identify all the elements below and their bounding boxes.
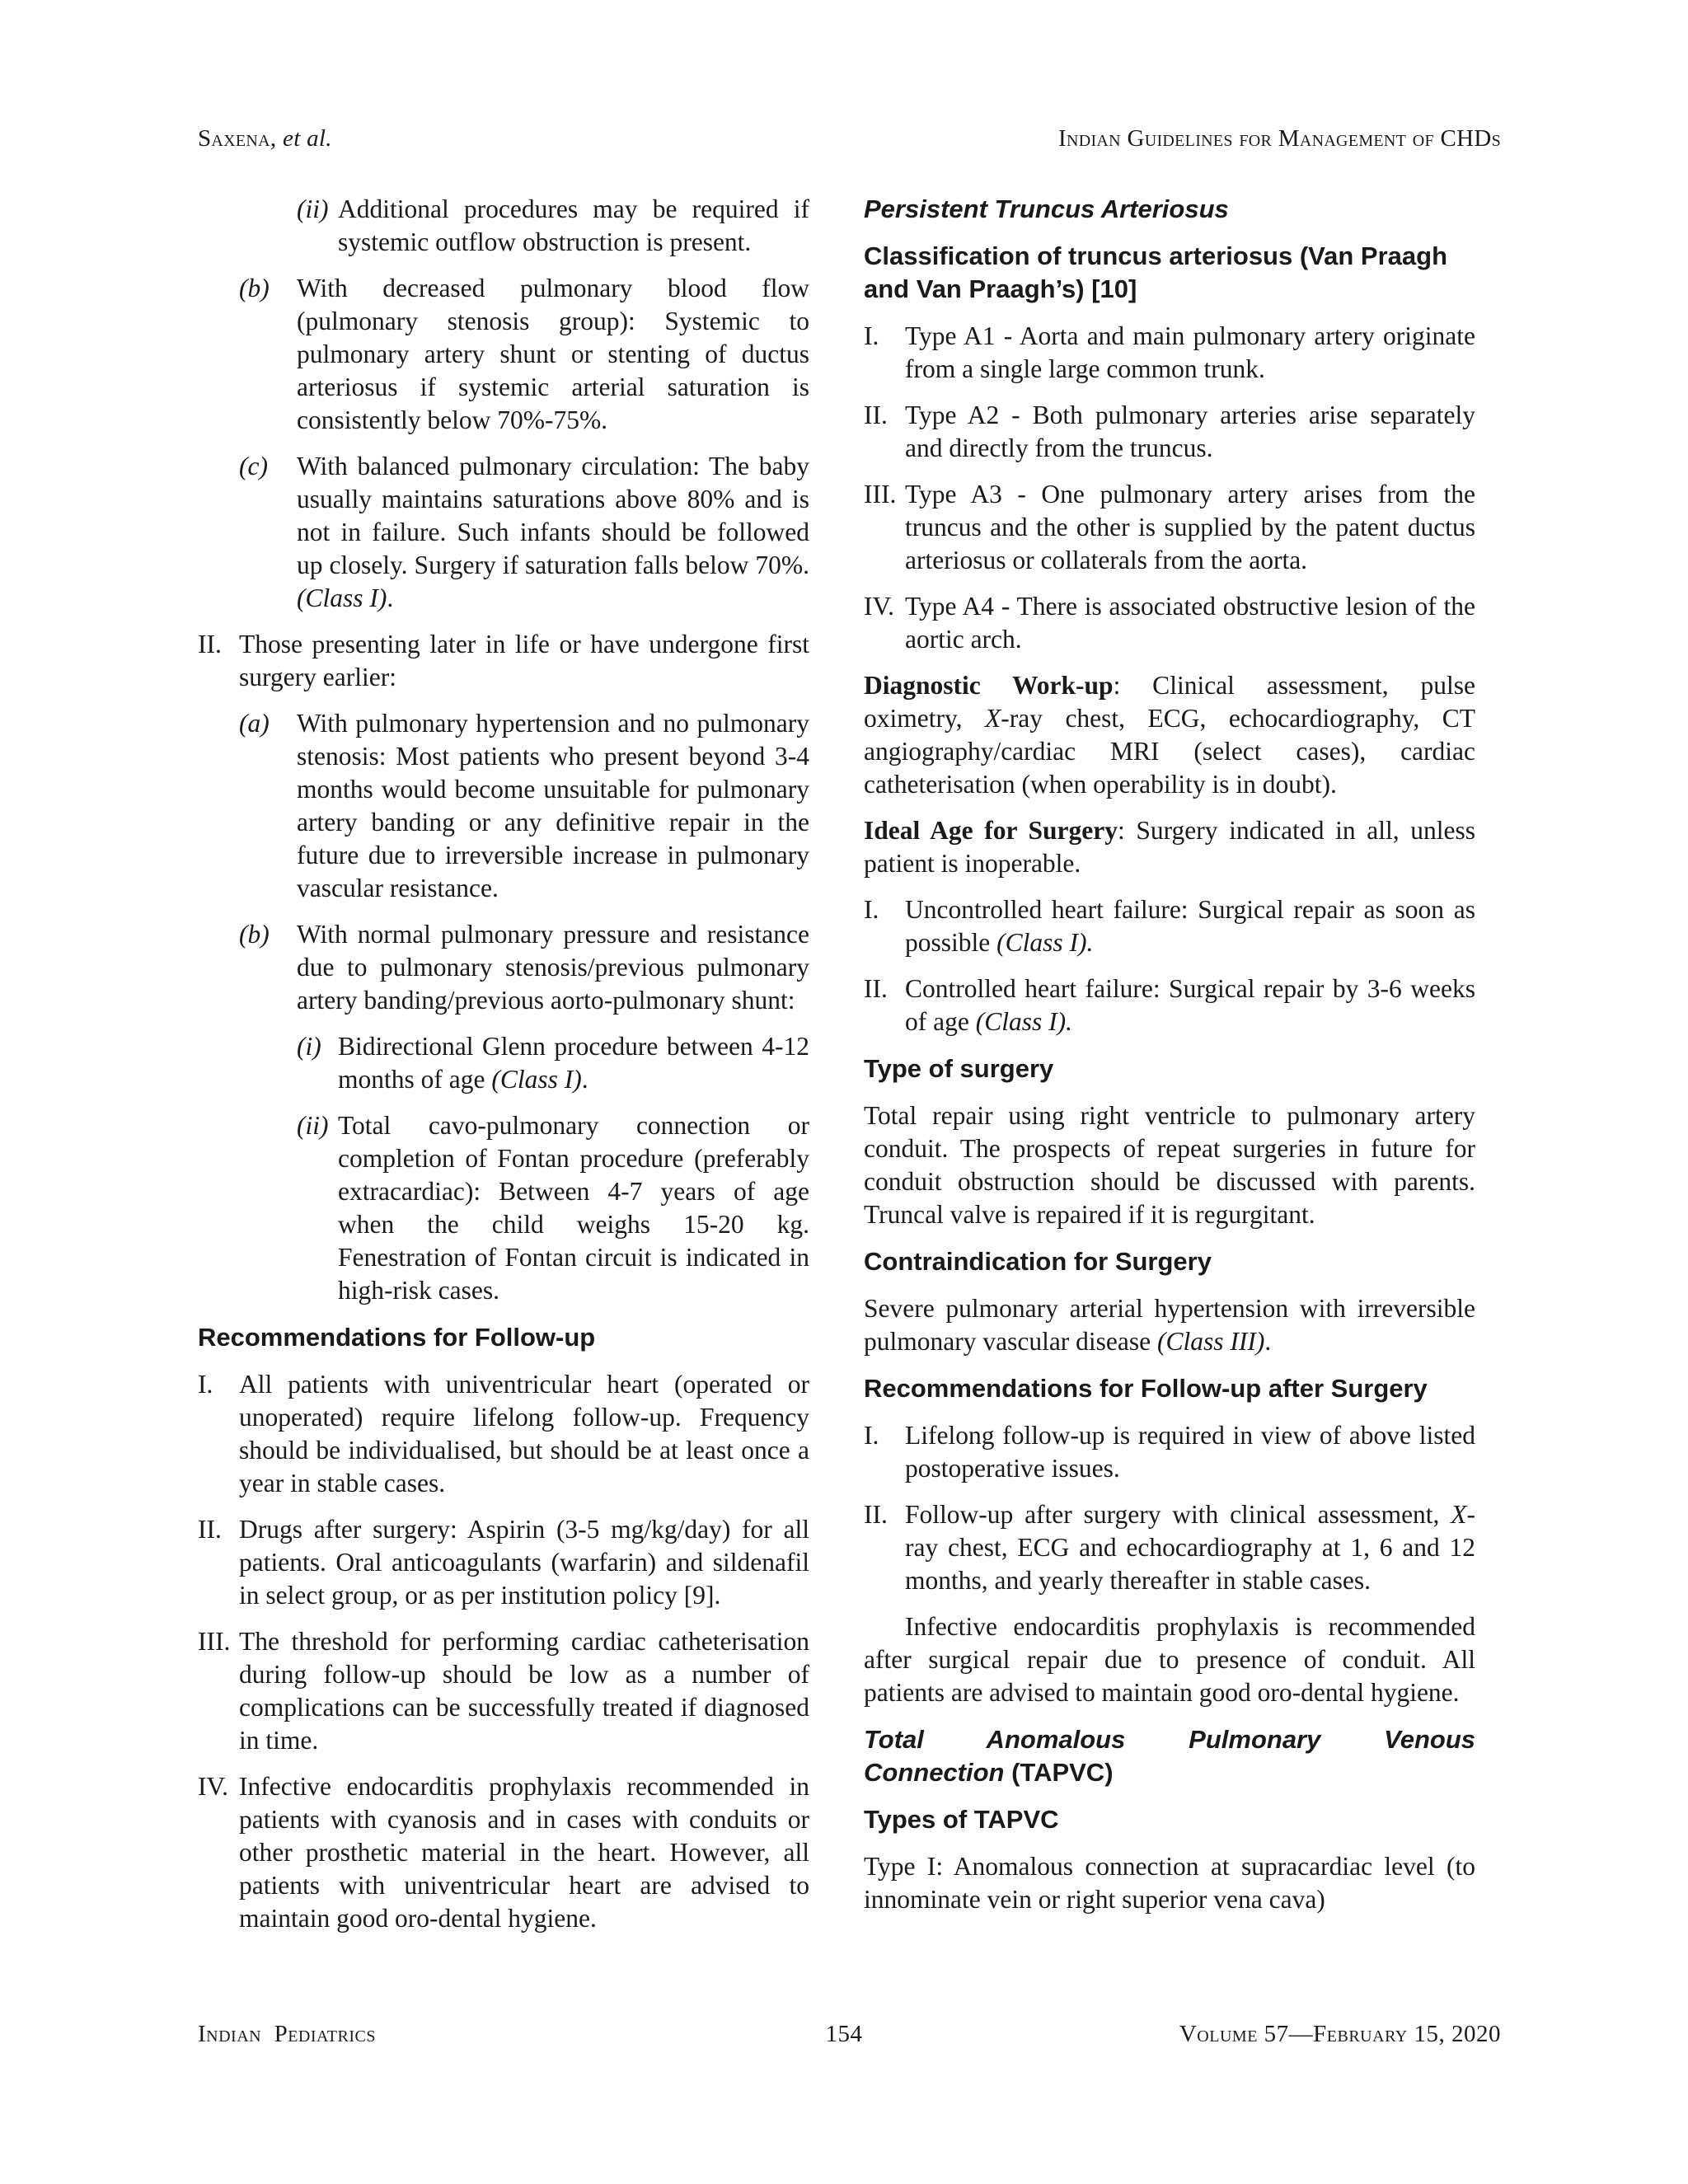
- running-header-title: Indian Guidelines for Management of CHDs: [1058, 125, 1501, 152]
- item-marker: (a): [239, 709, 270, 738]
- list-item: [198, 272, 809, 437]
- item-text: Drugs after surgery: Aspirin (3-5 mg/kg/day) for all patients. Oral anticoagulants (warfarin) and sildenafil in select group, or as per institution policy [9].: [239, 1515, 809, 1610]
- list-item: [864, 972, 1475, 1038]
- list-item: [198, 1770, 809, 1935]
- subsection-heading: Type of surgery: [864, 1054, 1054, 1083]
- item-text: Infective endocarditis prophylaxis recommended in patients with cyanosis and in cases with conduits or other prosthetic material in the heart. However, all patients with univentricular heart are advised to maintain good oro-dental hygiene.: [239, 1772, 809, 1933]
- list-item: [198, 628, 809, 694]
- section-heading-tapvc-line2: Connection (TAPVC): [864, 1758, 1114, 1787]
- item-text: The threshold for performing cardiac catheterisation during follow-up should be low as a number of complications can be successfully treated if diagnosed in time.: [239, 1627, 809, 1755]
- list-item: [864, 320, 1475, 386]
- section-heading-truncus: Persistent Truncus Arteriosus: [864, 194, 1229, 223]
- list-item: [864, 399, 1475, 465]
- subsection-heading: Types of TAPVC: [864, 1805, 1059, 1834]
- list-item: [198, 1109, 809, 1307]
- item-marker: (c): [239, 452, 268, 480]
- item-marker: (b): [239, 920, 270, 949]
- list-item: (i) Bidirectional Glenn procedure between 4-12 months of age (Class I).: [198, 1030, 809, 1096]
- item-marker: III.: [864, 480, 897, 509]
- item-text: With balanced pulmonary circulation: The baby usually maintains saturations above 80% and is not in failure. Such infants should be followed up closely. Surgery if saturation falls below 70%.: [297, 452, 809, 579]
- item-text: Type A3 - One pulmonary artery arises from the truncus and the other is supplied by the patent ductus arteriosus or collaterals from the aorta.: [905, 480, 1475, 574]
- subsection-heading: Contraindication for Surgery: [864, 1247, 1212, 1276]
- ideal-age-paragraph: Ideal Age for Surgery: Surgery indicated in all, unless patient is inoperable.: [864, 816, 1475, 878]
- item-text: With decreased pulmonary blood flow (pulmonary stenosis group): Systemic to pulmonary artery shunt or stenting of ductus arteriosus if systemic arterial saturation is consistently below 70%-75%.: [297, 274, 809, 434]
- item-text: Bidirectional Glenn procedure between 4-12 months of age: [338, 1032, 809, 1094]
- item-text: Type A2 - Both pulmonary arteries arise separately and directly from the truncus.: [905, 401, 1475, 462]
- item-text: Additional procedures may be required if systemic outflow obstruction is present.: [338, 194, 809, 256]
- footer-volume: Volume 57—February 15, 2020: [1179, 2021, 1501, 2047]
- body-paragraph: Type I: Anomalous connection at supracardiac level (to innominate vein or right superior vena cava): [864, 1852, 1475, 1914]
- item-text: Uncontrolled heart failure: Surgical repair as soon as possible: [905, 895, 1475, 957]
- body-paragraph: Total repair using right ventricle to pulmonary artery conduit. The prospects of repeat surgeries in future for conduit obstruction should be discussed with parents. Truncal valve is repaired if it is regurgitant.: [864, 1101, 1475, 1229]
- list-item: [198, 707, 809, 905]
- item-marker: III.: [198, 1627, 231, 1656]
- item-marker: IV.: [198, 1772, 229, 1801]
- right-column: [864, 193, 1475, 1916]
- evidence-class: (Class I).: [975, 1007, 1072, 1036]
- evidence-class: (Class I).: [996, 928, 1094, 957]
- item-text: Controlled heart failure: Surgical repair by 3-6 weeks of age: [905, 974, 1475, 1036]
- item-text: Those presenting later in life or have undergone first surgery earlier:: [239, 630, 809, 691]
- section-heading-tapvc-line1: Total Anomalous Pulmonary Venous: [864, 1725, 1475, 1754]
- item-marker: (i): [297, 1032, 321, 1061]
- item-text: Lifelong follow-up is required in view of above listed postoperative issues.: [905, 1421, 1475, 1483]
- run-in-label: Ideal Age for Surgery: [864, 816, 1118, 845]
- list-item: [864, 1419, 1475, 1485]
- evidence-class: (Class I): [491, 1065, 582, 1094]
- list-item: [198, 1513, 809, 1612]
- subsection-heading: Recommendations for Follow-up after Surgery: [864, 1374, 1428, 1403]
- evidence-class: (Class III): [1157, 1327, 1265, 1356]
- body-paragraph: Severe pulmonary arterial hypertension with irreversible pulmonary vascular disease (Class III).: [864, 1294, 1475, 1356]
- item-marker: II.: [864, 974, 888, 1003]
- item-text: Total cavo-pulmonary connection or completion of Fontan procedure (preferably extracardiac): Between 4-7 years of age when the child weighs 15-20 kg. Fenestration of Fontan circuit is indicated in high-risk cases.: [338, 1111, 809, 1305]
- run-in-label: Diagnostic Work-up: [864, 671, 1114, 700]
- body-paragraph: Infective endocarditis prophylaxis is recommended after surgical repair due to presence of conduit. All patients are advised to maintain good oro-dental hygiene.: [864, 1612, 1475, 1707]
- left-column: [198, 193, 809, 1935]
- evidence-class: (Class I): [297, 583, 387, 612]
- list-item: [198, 1625, 809, 1757]
- item-text: Type A4 - There is associated obstructive lesion of the aortic arch.: [905, 592, 1475, 654]
- footer-journal: Indian Pediatrics: [198, 2021, 376, 2047]
- item-marker: II.: [198, 630, 222, 658]
- list-item: II. Follow-up after surgery with clinical assessment, X-ray chest, ECG and echocardiography at 1, 6 and 12 months, and yearly thereafter in stable cases.: [864, 1498, 1475, 1597]
- diagnostic-workup-paragraph: Diagnostic Work-up: Clinical assessment, pulse oximetry, X-ray chest, ECG, echocardiography, CT angiography/cardiac MRI (select cases), cardiac catheterisation (when operability is in doubt).: [864, 671, 1476, 799]
- item-text: With pulmonary hypertension and no pulmonary stenosis: Most patients who present beyond 3-4 months would become unsuitable for pulmonary artery banding or any definitive repair in the future due to irreversible increase in pulmonary vascular resistance.: [297, 709, 809, 902]
- list-item: [198, 918, 809, 1017]
- item-text: Type A1 - Aorta and main pulmonary artery originate from a single large common trunk.: [905, 321, 1475, 383]
- item-marker: II.: [198, 1515, 222, 1544]
- list-item: (c) With balanced pulmonary circulation: The baby usually maintains saturations above 80% and is not in failure. Such infants should be followed up closely. Surgery if saturation falls below 70%. (Class I).: [198, 450, 809, 615]
- item-marker: I.: [864, 321, 879, 350]
- item-marker: II.: [864, 401, 888, 429]
- item-marker: (b): [239, 274, 270, 302]
- item-marker: I.: [198, 1370, 213, 1399]
- section-heading: Recommendations for Follow-up: [198, 1323, 596, 1352]
- list-item: [864, 478, 1475, 577]
- list-item: [198, 193, 809, 259]
- list-item: [864, 893, 1475, 959]
- subsection-heading: Classification of truncus arteriosus (Van Praagh and Van Praagh’s) [10]: [864, 241, 1448, 303]
- list-item: [198, 1368, 809, 1500]
- item-marker: IV.: [864, 592, 895, 621]
- running-header-author: Saxena, et al.: [198, 125, 332, 152]
- item-marker: II.: [864, 1500, 888, 1529]
- item-marker: (ii): [297, 1111, 329, 1140]
- item-marker: (ii): [297, 194, 329, 223]
- list-item: [864, 590, 1475, 656]
- item-text: All patients with univentricular heart (operated or unoperated) require lifelong follow-up. Frequency should be individualised, but should be at least once a year in stable cases.: [239, 1370, 809, 1497]
- item-text: With normal pulmonary pressure and resistance due to pulmonary stenosis/previous pulmonary artery banding/previous aorto-pulmonary shunt:: [297, 920, 809, 1015]
- page-number: 154: [825, 2021, 863, 2047]
- item-marker: I.: [864, 895, 879, 924]
- item-marker: I.: [864, 1421, 879, 1450]
